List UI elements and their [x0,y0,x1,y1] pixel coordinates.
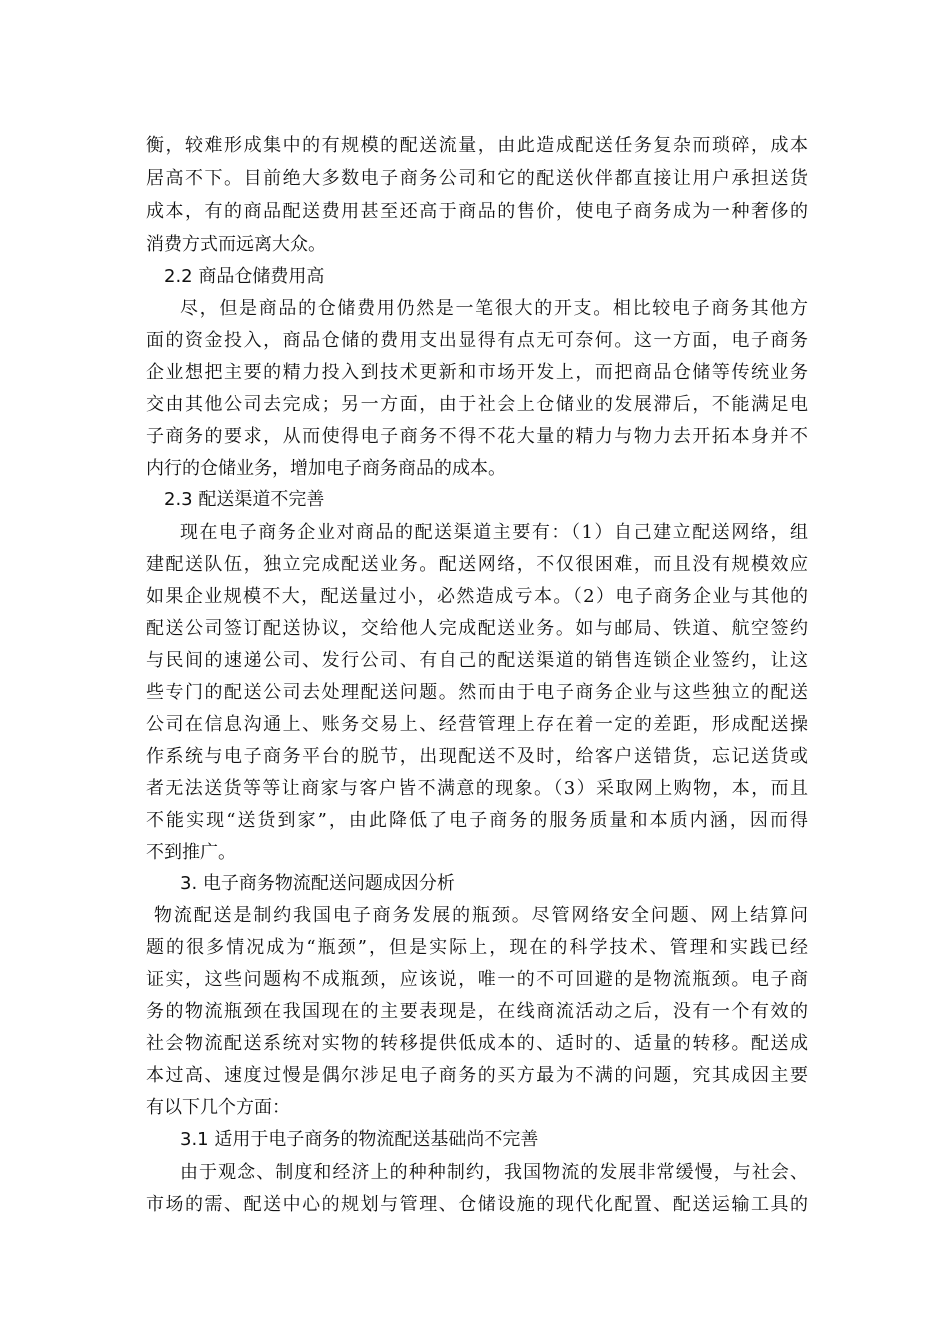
paragraph-line: 本过高、速度过慢是偶尔涉足电子商务的买方最为不满的问题，究其成因主要 [146,1065,808,1086]
paragraph-line: 消费方式而远离大众。 [146,234,326,255]
paragraph-line: 作系统与电子商务平台的脱节，出现配送不及时，给客户送错货，忘记送货或 [146,746,808,767]
paragraph-line: 面的资金投入，商品仓储的费用支出显得有点无可奈何。这一方面，电子商务 [146,330,808,351]
paragraph-line: 由于观念、制度和经济上的种种制约，我国物流的发展非常缓慢，与社会、 [180,1162,808,1183]
section-heading-3-1: 3.1 适用于电子商务的物流配送基础尚不完善 [180,1129,539,1150]
paragraph-line: 现在电子商务企业对商品的配送渠道主要有：（1）自己建立配送网络，组 [180,522,808,543]
section-heading-3: 3. 电子商务物流配送问题成因分析 [180,873,455,894]
paragraph-line: 如果企业规模不大，配送量过小，必然造成亏本。（2）电子商务企业与其他的 [146,586,808,607]
paragraph-line: 尽，但是商品的仓储费用仍然是一笔很大的开支。相比较电子商务其他方 [180,298,808,319]
paragraph-line: 衡，较难形成集中的有规模的配送流量，由此造成配送任务复杂而琐碎，成本 [146,135,808,156]
paragraph-line: 建配送队伍，独立完成配送业务。配送网络，不仅很困难，而且没有规模效应 [146,554,808,575]
paragraph-line: 不能实现“送货到家”，由此降低了电子商务的服务质量和本质内涵，因而得 [146,810,808,831]
paragraph-line: 证实，这些问题构不成瓶颈，应该说，唯一的不可回避的是物流瓶颈。电子商 [146,969,808,990]
paragraph-line: 企业想把主要的精力投入到技术更新和市场开发上，而把商品仓储等传统业务 [146,362,808,383]
paragraph-line: 公司在信息沟通上、账务交易上、经营管理上存在着一定的差距，形成配送操 [146,714,808,735]
paragraph-line: 成本，有的商品配送费用甚至还高于商品的售价，使电子商务成为一种奢侈的 [146,201,808,222]
paragraph-line: 题的很多情况成为“瓶颈”，但是实际上，现在的科学技术、管理和实践已经 [146,937,808,958]
section-heading-2-3: 2.3 配送渠道不完善 [164,489,325,510]
paragraph-line: 居高不下。目前绝大多数电子商务公司和它的配送伙伴都直接让用户承担送货 [146,168,808,189]
paragraph-line: 物流配送是制约我国电子商务发展的瓶颈。尽管网络安全问题、网上结算问 [154,905,808,926]
paragraph-line: 配送公司签订配送协议，交给他人完成配送业务。如与邮局、铁道、航空签约 [146,618,808,639]
paragraph-line: 社会物流配送系统对实物的转移提供低成本的、适时的、适量的转移。配送成 [146,1033,808,1054]
paragraph-line: 子商务的要求，从而使得电子商务不得不花大量的精力与物力去开拓本身并不 [146,426,808,447]
paragraph-line: 有以下几个方面： [146,1097,290,1118]
paragraph-line: 与民间的速递公司、发行公司、有自己的配送渠道的销售连锁企业签约，让这 [146,650,808,671]
paragraph-line: 务的物流瓶颈在我国现在的主要表现是，在线商流活动之后，没有一个有效的 [146,1001,808,1022]
paragraph-line: 市场的需、配送中心的规划与管理、仓储设施的现代化配置、配送运输工具的 [146,1194,808,1215]
paragraph-line: 些专门的配送公司去处理配送问题。然而由于电子商务企业与这些独立的配送 [146,682,808,703]
paragraph-line: 不到推广。 [146,842,236,863]
paragraph-line: 者无法送货等等让商家与客户皆不满意的现象。（3）采取网上购物，本，而且 [146,778,808,799]
section-heading-2-2: 2.2 商品仓储费用高 [164,266,325,287]
paragraph-line: 交由其他公司去完成；另一方面，由于社会上仓储业的发展滞后，不能满足电 [146,394,808,415]
paragraph-line: 内行的仓储业务，增加电子商务商品的成本。 [146,458,506,479]
